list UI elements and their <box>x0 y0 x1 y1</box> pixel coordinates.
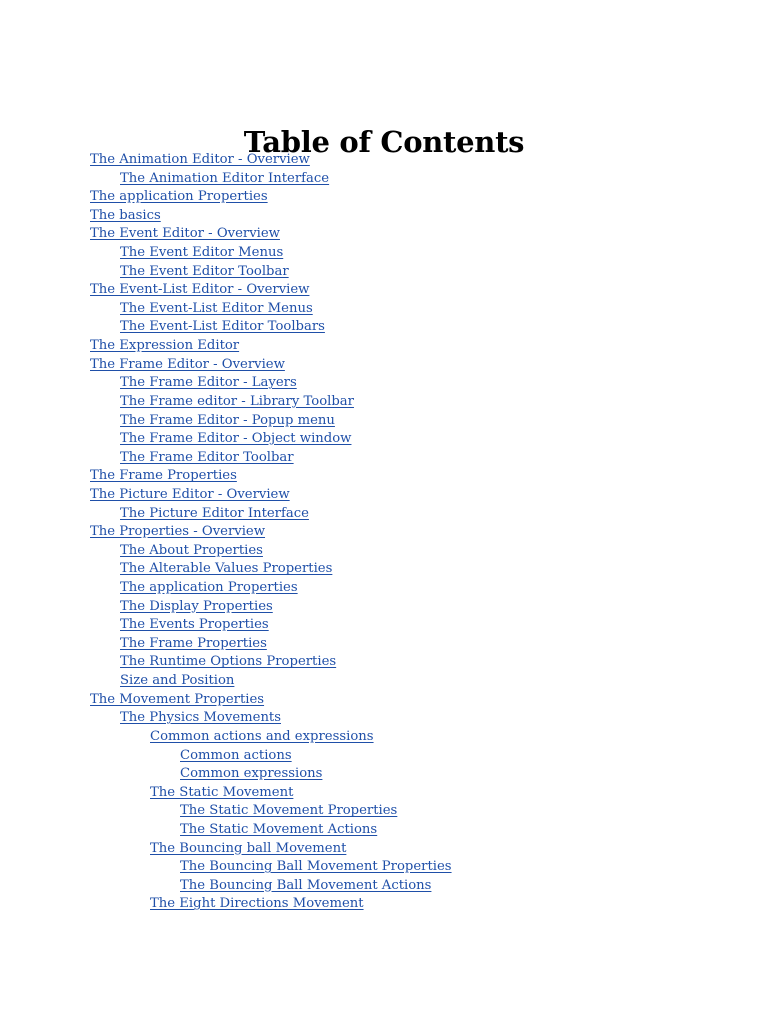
toc-entry <box>90 356 452 375</box>
toc-entry <box>90 691 452 710</box>
toc-entry <box>90 840 452 859</box>
toc-link[interactable]: The Event Editor Menus <box>120 245 284 261</box>
toc-entry <box>90 653 452 672</box>
toc-link[interactable]: The About Properties <box>120 542 263 558</box>
toc-entry <box>90 765 452 784</box>
toc-link[interactable]: The Static Movement <box>150 784 294 800</box>
toc-link[interactable]: The Frame editor - Library Toolbar <box>120 393 354 409</box>
toc-link[interactable]: The Event Editor Toolbar <box>120 263 289 279</box>
toc-link[interactable]: Size and Position <box>120 673 235 689</box>
toc-link[interactable]: The Frame Properties <box>90 468 237 484</box>
page-title: Table of Contents <box>243 125 525 160</box>
toc-link[interactable]: The Picture Editor - Overview <box>90 486 290 502</box>
toc-link[interactable]: The Event Editor - Overview <box>90 226 280 242</box>
toc-entry <box>90 170 452 189</box>
toc-entry <box>90 821 452 840</box>
toc-link[interactable]: Common actions <box>180 747 292 763</box>
toc-link[interactable]: The Static Movement Actions <box>180 821 378 837</box>
toc-link[interactable]: The Frame Editor - Object window <box>120 431 352 447</box>
toc-entry <box>90 300 452 319</box>
toc-link[interactable]: The basics <box>90 207 161 223</box>
toc-entry <box>90 318 452 337</box>
toc-link[interactable]: The Static Movement Properties <box>180 803 398 819</box>
toc-entry <box>90 523 452 542</box>
toc-link[interactable]: Common actions and expressions <box>150 728 374 744</box>
toc-link[interactable]: The Bouncing Ball Movement Actions <box>180 877 432 893</box>
toc-entry <box>90 449 452 468</box>
toc-link[interactable]: The Frame Editor - Overview <box>90 356 285 372</box>
toc-entry <box>90 225 452 244</box>
toc-entry <box>90 672 452 691</box>
toc-entry <box>90 542 452 561</box>
toc-entry <box>90 374 452 393</box>
toc-link[interactable]: The Movement Properties <box>90 691 265 707</box>
toc-link[interactable]: The Physics Movements <box>120 710 281 726</box>
toc-entry <box>90 747 452 766</box>
toc-entry <box>90 858 452 877</box>
toc-entry <box>90 337 452 356</box>
toc-link[interactable]: The Event-List Editor Menus <box>120 300 313 316</box>
toc-entry <box>90 393 452 412</box>
toc-entry <box>90 616 452 635</box>
toc-link[interactable]: The Frame Properties <box>120 635 267 651</box>
toc-entry <box>90 151 452 170</box>
toc-link[interactable]: The Frame Editor - Layers <box>120 375 297 391</box>
toc-link[interactable]: The Runtime Options Properties <box>120 654 337 670</box>
toc-link[interactable]: The Frame Editor Toolbar <box>120 449 294 465</box>
toc-link[interactable]: The Properties - Overview <box>90 524 266 540</box>
table-of-contents <box>90 151 452 914</box>
toc-entry <box>90 467 452 486</box>
toc-link[interactable]: The Bouncing ball Movement <box>150 840 347 856</box>
toc-entry <box>90 412 452 431</box>
toc-entry <box>90 877 452 896</box>
toc-link[interactable]: The Event-List Editor Toolbars <box>120 319 325 335</box>
toc-entry <box>90 188 452 207</box>
toc-link[interactable]: The application Properties <box>90 189 268 205</box>
toc-entry <box>90 207 452 226</box>
toc-link[interactable]: The Event-List Editor - Overview <box>90 282 310 298</box>
toc-entry <box>90 560 452 579</box>
toc-entry <box>90 895 452 914</box>
toc-link[interactable]: Common expressions <box>180 766 323 782</box>
toc-entry <box>90 579 452 598</box>
toc-link[interactable]: The Eight Directions Movement <box>150 896 364 912</box>
toc-link[interactable]: The Display Properties <box>120 598 273 614</box>
toc-link[interactable]: The Bouncing Ball Movement Properties <box>180 859 452 875</box>
toc-link[interactable]: The Alterable Values Properties <box>120 561 333 577</box>
toc-entry <box>90 244 452 263</box>
toc-link[interactable]: The application Properties <box>120 580 298 596</box>
toc-link[interactable]: The Frame Editor - Popup menu <box>120 412 335 428</box>
toc-entry <box>90 505 452 524</box>
toc-entry <box>90 486 452 505</box>
toc-link[interactable]: The Events Properties <box>120 617 269 633</box>
toc-entry <box>90 709 452 728</box>
toc-entry <box>90 802 452 821</box>
toc-entry <box>90 728 452 747</box>
toc-entry <box>90 635 452 654</box>
toc-link[interactable]: The Expression Editor <box>90 338 240 354</box>
toc-link[interactable]: The Picture Editor Interface <box>120 505 309 521</box>
toc-entry <box>90 430 452 449</box>
toc-entry <box>90 784 452 803</box>
toc-entry <box>90 598 452 617</box>
toc-entry <box>90 281 452 300</box>
toc-link[interactable]: The Animation Editor - Overview <box>90 152 310 167</box>
toc-entry <box>90 263 452 282</box>
toc-link[interactable]: The Animation Editor Interface <box>120 170 330 186</box>
